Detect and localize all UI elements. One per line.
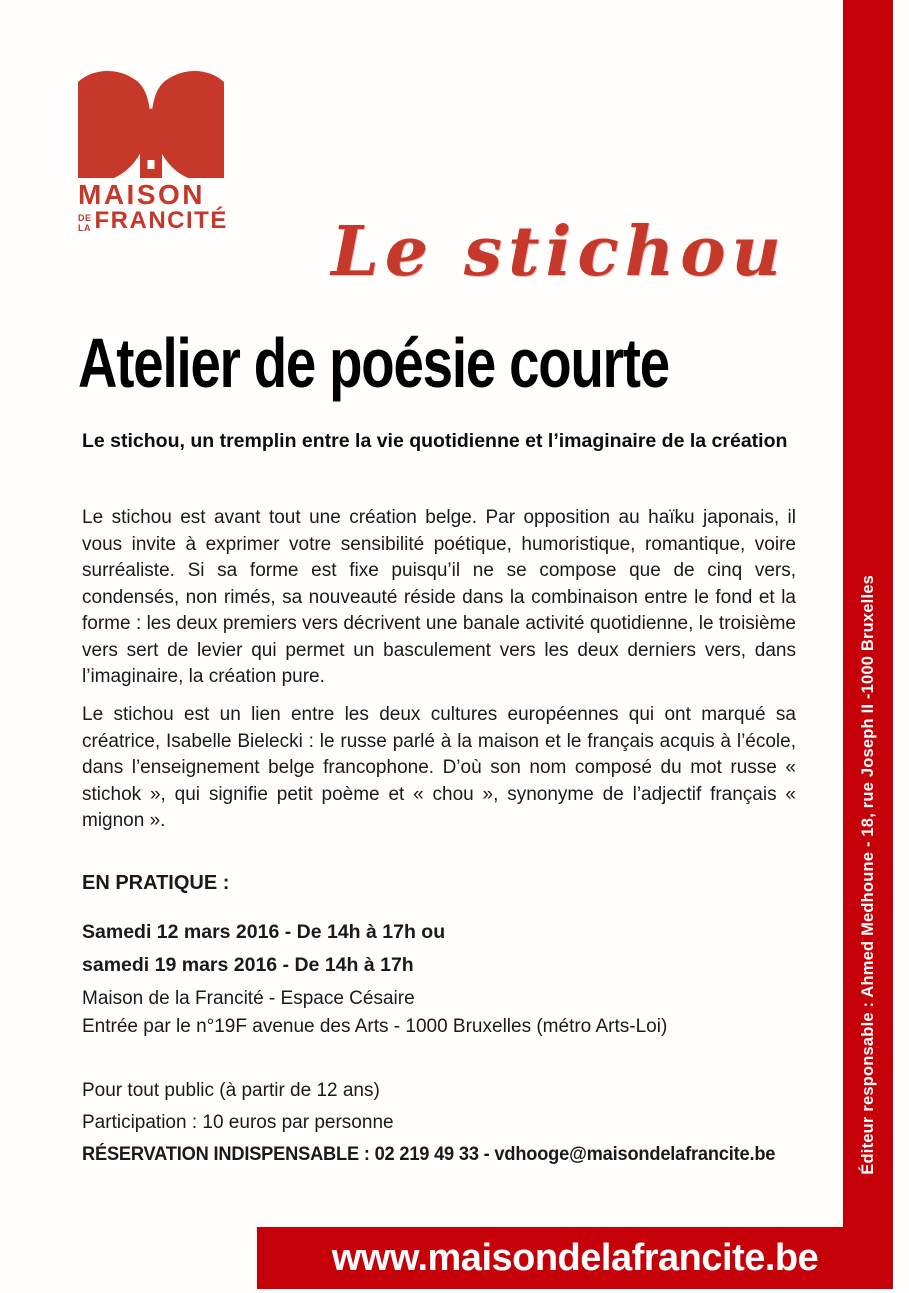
page-title: Atelier de poésie courte <box>78 324 669 402</box>
reservation-line: RÉSERVATION INDISPENSABLE : 02 219 49 33 - vdhooge@maisondelafrancite.be <box>82 1144 776 1165</box>
logo-francite-text: FRANCITÉ <box>94 207 228 234</box>
logo-de-la <box>78 213 92 233</box>
editor-sidebar <box>843 0 893 1287</box>
logo-word-maison: MAISON <box>78 179 205 210</box>
subtitle: Le stichou, un tremplin entre la vie quotidienne et l’imaginaire de la création <box>82 430 788 452</box>
practical-venue: Maison de la Francité - Espace Césaire <box>82 988 415 1009</box>
practical-entry: Entrée par le n°19F avenue des Arts - 1000 Bruxelles (métro Arts-Loi) <box>82 1016 668 1037</box>
footer-bar <box>257 1227 893 1289</box>
logo-la: LA <box>78 223 91 233</box>
fee-line: Participation : 10 euros par personne <box>82 1112 394 1133</box>
editor-responsible-text: Éditeur responsable : Ahmed Medhoune - 18, rue Joseph II -1000 Bruxelles <box>858 575 877 1175</box>
logo-de: DE <box>78 213 92 223</box>
practical-date-1: Samedi 12 mars 2016 - De 14h à 17h ou <box>82 921 446 943</box>
script-title: Le stichou <box>331 212 787 292</box>
practical-heading: EN PRATIQUE : <box>82 872 230 894</box>
body-paragraph-1: Le stichou est avant tout une création belge. Par opposition au haïku japonais, il vous invite à exprimer votre sensibilité poétique, humoristique, romantique, voire surréaliste. Si sa forme est fixe puisqu’il ne se compose que de cinq vers, condensés, non rimés, sa nouveauté réside dans la combinaison entre le fond et la forme : les deux premiers vers décrivent une banale activité quotidienne, le troisième vers sert de levier qui permet un basculement vers les deux derniers vers, dans l’imaginaire, la création pure. <box>82 507 796 687</box>
body-paragraph-2: Le stichou est un lien entre les deux cultures européennes qui ont marqué sa créatrice, Isabelle Bielecki : le russe parlé à la maison et le français acquis à l’école, dans l’enseignement belge francophone. D’où son nom composé du mot russe « stichok », qui signifie petit poème et « chou », synonyme de l’adjectif français « mignon ». <box>82 704 796 831</box>
practical-date-2: samedi 19 mars 2016 - De 14h à 17h <box>82 954 414 976</box>
logo-word-francite <box>78 207 228 234</box>
audience-line: Pour tout public (à partir de 12 ans) <box>82 1080 380 1101</box>
logo-mark-icon <box>78 66 224 178</box>
maison-francite-logo <box>78 66 228 234</box>
website-link[interactable]: www.maisondelafrancite.be <box>331 1236 819 1279</box>
